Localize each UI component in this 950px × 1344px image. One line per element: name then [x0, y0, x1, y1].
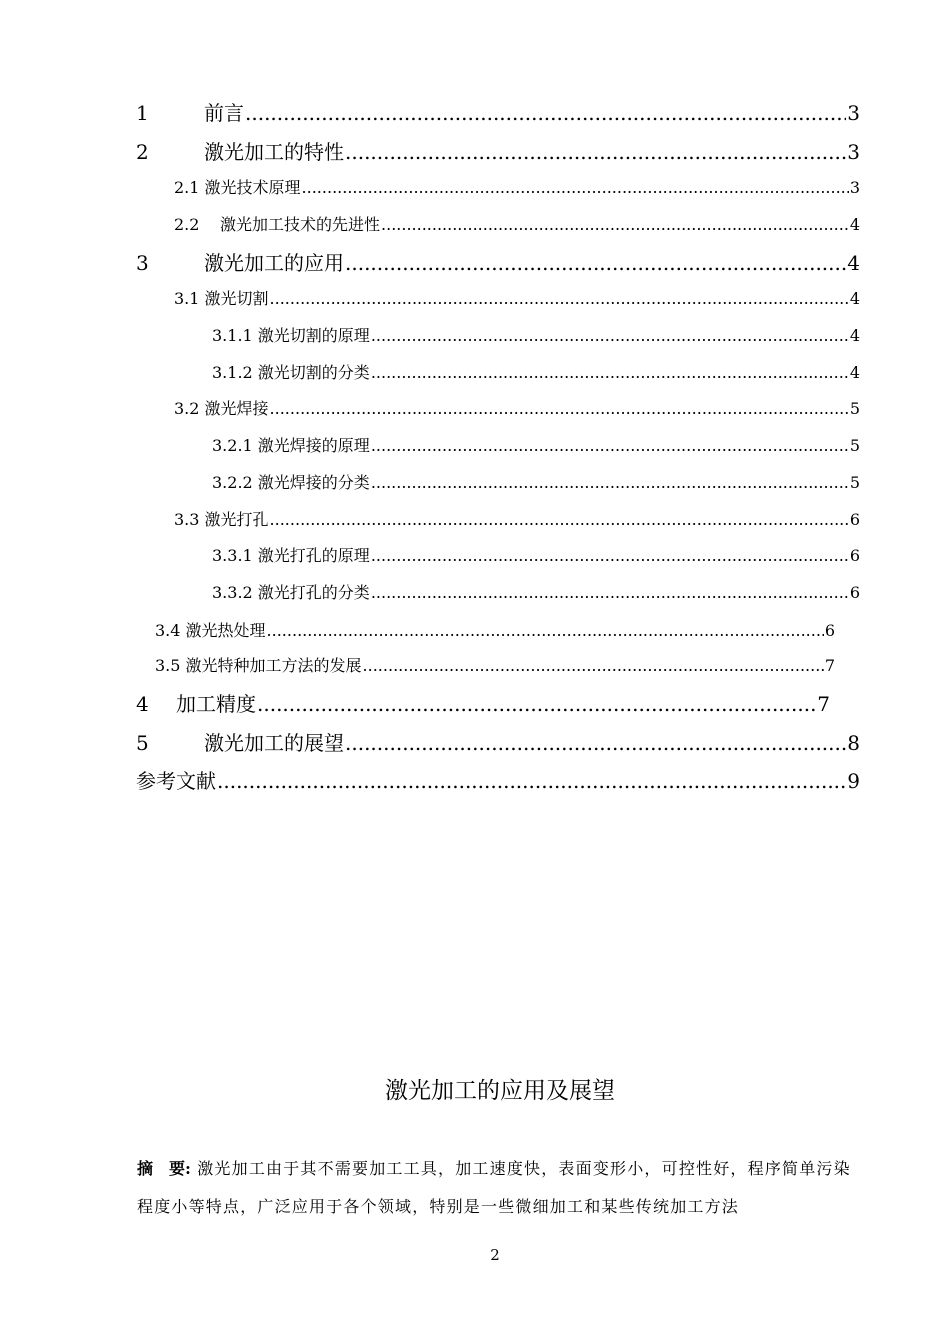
abstract — [137, 1150, 861, 1226]
document-title: 激光加工的应用及展望 — [385, 1078, 615, 1104]
toc-title: 激光加工的特性 — [204, 140, 344, 164]
toc-page: 3 — [849, 178, 860, 197]
toc-entry[interactable] — [155, 653, 835, 675]
toc-page: 4 — [849, 363, 860, 382]
toc-title: 3.1.2 激光切割的分类 — [212, 363, 370, 382]
toc-title: 3.3 激光打孔 — [174, 510, 269, 529]
toc-page: 9 — [847, 769, 860, 793]
toc-leader — [345, 731, 846, 755]
toc-page: 6 — [849, 510, 860, 529]
toc-title: 3.2 激光焊接 — [174, 399, 269, 418]
toc-title: 3.5 激光特种加工方法的发展 — [155, 656, 362, 675]
page-number: 2 — [490, 1246, 500, 1264]
toc-page: 7 — [817, 692, 830, 716]
toc-leader — [245, 101, 846, 125]
toc-entry[interactable] — [212, 360, 860, 382]
toc-entry[interactable] — [212, 323, 860, 345]
toc-title: 3.1 激光切割 — [174, 289, 269, 308]
toc-number: 2 — [136, 140, 149, 164]
toc-title: 前言 — [204, 101, 244, 125]
toc-entry[interactable] — [212, 543, 860, 565]
toc-leader — [345, 140, 846, 164]
toc-entry[interactable] — [174, 175, 860, 197]
toc-number: 4 — [136, 692, 149, 716]
toc-number: 2.2 — [174, 215, 200, 234]
toc-page: 6 — [849, 583, 860, 602]
toc-page: 6 — [824, 621, 835, 640]
toc-title: 3.2.1 激光焊接的原理 — [212, 436, 370, 455]
toc-page: 5 — [849, 436, 860, 455]
abstract-text: 激光加工由于其不需要加工工具，加工速度快，表面变形小，可控性好，程序简单污染程度小等特点，广泛应用于各个领域，特别是一些微细加工和某些传统加工方法 — [137, 1159, 851, 1216]
toc-title: 激光加工的展望 — [204, 731, 344, 755]
toc-page: 4 — [849, 326, 860, 345]
toc-page: 5 — [849, 473, 860, 492]
toc-entry[interactable] — [136, 97, 860, 123]
toc-leader — [371, 546, 849, 565]
toc-leader — [257, 692, 816, 716]
toc-entry[interactable] — [212, 433, 860, 455]
toc-title: 激光加工的应用 — [204, 251, 344, 275]
toc-page: 4 — [849, 215, 860, 234]
toc-entry[interactable] — [212, 470, 860, 492]
toc-number: 5 — [136, 731, 149, 755]
toc-leader — [381, 215, 849, 234]
toc-leader — [371, 363, 849, 382]
toc-entry[interactable] — [174, 507, 860, 529]
toc-entry[interactable] — [174, 212, 860, 234]
toc-page: 3 — [847, 101, 860, 125]
toc-leader — [217, 769, 846, 793]
toc-leader — [371, 326, 849, 345]
toc-page: 3 — [847, 140, 860, 164]
toc-title: 激光加工技术的先进性 — [220, 215, 381, 234]
toc-title: 参考文献 — [136, 769, 216, 793]
toc-title: 3.2.2 激光焊接的分类 — [212, 473, 370, 492]
toc-leader — [270, 399, 849, 418]
toc-entry[interactable] — [174, 396, 860, 418]
toc-number: 3 — [136, 251, 149, 275]
toc-entry[interactable] — [136, 765, 860, 791]
toc-entry[interactable] — [174, 286, 860, 308]
toc-entry[interactable] — [136, 136, 860, 162]
toc-number: 1 — [136, 101, 149, 125]
toc-title: 3.1.1 激光切割的原理 — [212, 326, 370, 345]
toc-leader — [270, 289, 849, 308]
toc-entry[interactable] — [136, 727, 860, 753]
toc-leader — [371, 473, 849, 492]
toc-title: 加工精度 — [176, 692, 256, 716]
toc-entry[interactable] — [212, 580, 860, 602]
toc-entry[interactable] — [136, 247, 860, 273]
toc-entry[interactable] — [155, 618, 835, 640]
toc-leader — [371, 436, 849, 455]
toc-title: 2.1 激光技术原理 — [174, 178, 301, 197]
toc-page: 4 — [847, 251, 860, 275]
toc-title: 3.3.2 激光打孔的分类 — [212, 583, 370, 602]
toc-leader — [371, 583, 849, 602]
toc-leader — [267, 621, 824, 640]
toc-title: 3.3.1 激光打孔的原理 — [212, 546, 370, 565]
toc-page: 6 — [849, 546, 860, 565]
toc-page: 7 — [824, 656, 835, 675]
toc-leader — [302, 178, 849, 197]
toc-entry[interactable] — [136, 688, 830, 714]
toc-title: 3.4 激光热处理 — [155, 621, 266, 640]
toc-leader — [345, 251, 846, 275]
abstract-label: 摘 要: — [137, 1159, 191, 1178]
toc-leader — [270, 510, 849, 529]
toc-page: 5 — [849, 399, 860, 418]
toc-leader — [363, 656, 824, 675]
toc-page: 4 — [849, 289, 860, 308]
toc-page: 8 — [847, 731, 860, 755]
